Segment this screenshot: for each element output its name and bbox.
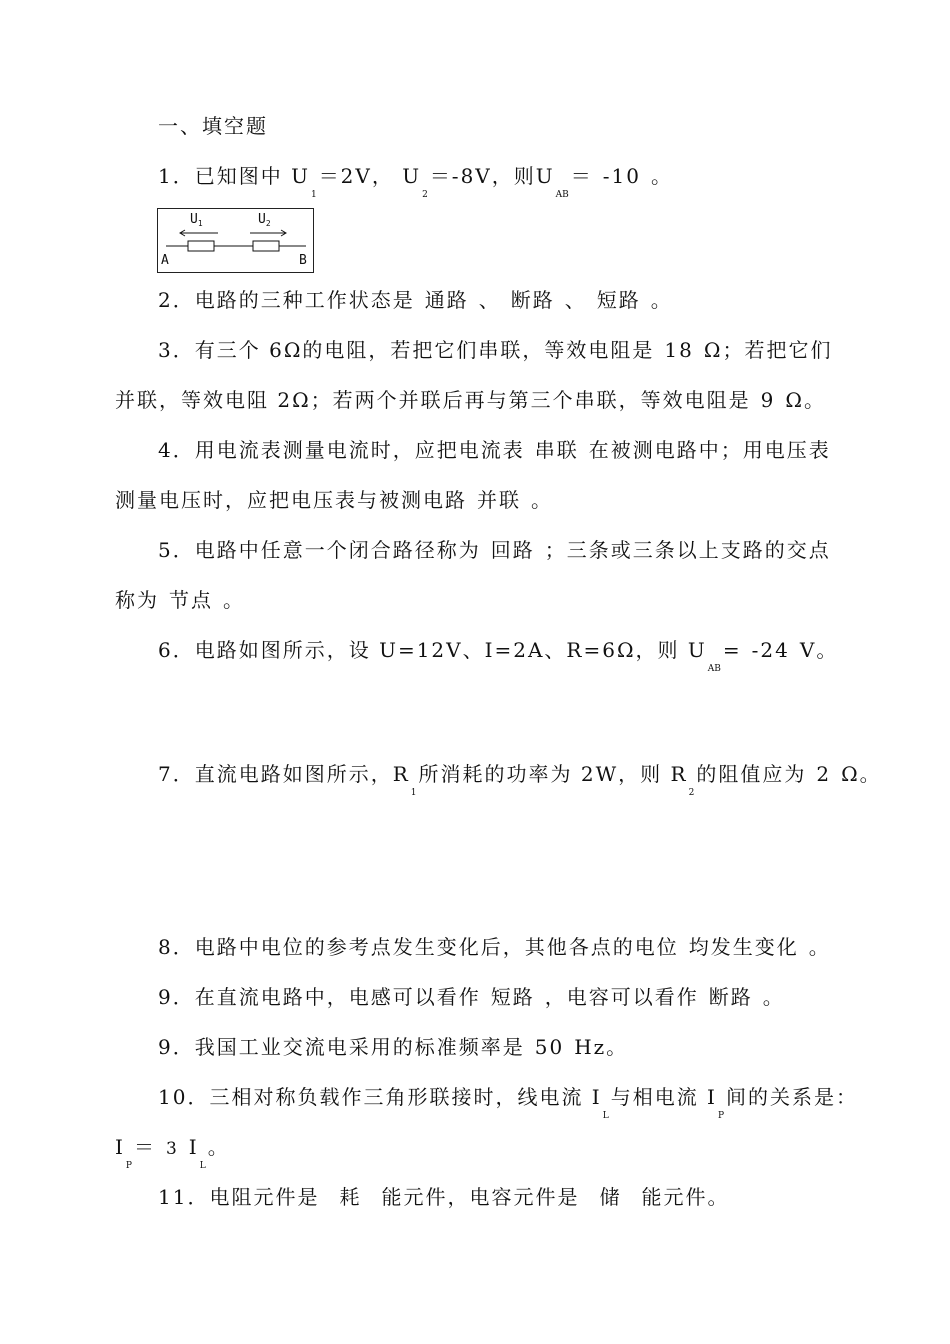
question-1: [158, 162, 673, 200]
question-number: 2．: [158, 288, 195, 312]
question-6: [158, 636, 839, 674]
question-text: Ω。: [785, 388, 826, 412]
subscript: P: [717, 1111, 725, 1121]
label-u1: $U_1$: [190, 212, 203, 228]
question-text: 能元件，电容元件是: [381, 1185, 580, 1209]
question-end: 。: [650, 164, 673, 188]
question-number: 1．: [158, 164, 195, 188]
separator: 、: [564, 288, 587, 312]
question-3-line-2: [115, 386, 826, 414]
question-end: Hz。: [574, 1035, 629, 1059]
question-11: [158, 1183, 729, 1211]
subscript: L: [199, 1161, 206, 1171]
formula-text: 。: [207, 1135, 230, 1159]
question-end: 。: [808, 935, 831, 959]
answer: 短路: [596, 288, 641, 312]
question-text: 的阻值应为: [696, 762, 807, 786]
question-10-line-2: [115, 1133, 230, 1171]
question-text: 我国工业交流电采用的标准频率是: [194, 1035, 525, 1059]
question-number: 7．: [158, 762, 195, 786]
label-b: B: [299, 253, 307, 268]
question-7: [158, 760, 882, 798]
question-text: 与相电流 I: [610, 1085, 717, 1109]
separator: 、: [478, 288, 501, 312]
answer: 均发生变化: [688, 935, 799, 959]
question-text: 。: [223, 588, 245, 612]
question-text: ，电容可以看作: [544, 985, 699, 1009]
question-text: 能元件。: [641, 1185, 730, 1209]
question-text: 间的关系是：: [726, 1085, 859, 1109]
question-number: 6．: [158, 638, 195, 662]
question-text: Ω；若把它们: [703, 338, 833, 362]
question-text: 测量电压时，应把电压表与被测电路: [115, 488, 467, 512]
question-end: 。: [762, 985, 785, 1009]
subscript: 2: [422, 190, 428, 200]
question-number: 9．: [158, 1035, 195, 1059]
answer: 储: [599, 1185, 622, 1209]
question-number: 5．: [158, 538, 195, 562]
question-3: [158, 336, 832, 364]
question-text: ；三条或三条以上支路的交点: [544, 538, 831, 562]
answer: 18: [664, 338, 694, 362]
label-u2: $U_2$: [258, 212, 271, 228]
subscript: 1: [410, 788, 417, 798]
question-text: 用电流表测量电流时，应把电流表: [194, 438, 525, 462]
question-text: 已知图中 U: [194, 164, 310, 188]
section-title: 一、填空题: [158, 114, 268, 138]
label-a: A: [161, 253, 169, 268]
question-number: 3．: [158, 338, 195, 362]
question-2: [158, 286, 673, 314]
answer: 断路: [510, 288, 555, 312]
answer: 串联: [534, 438, 579, 462]
question-5-line-2: [115, 586, 245, 614]
question-end: Ω。: [841, 762, 882, 786]
question-number: 9．: [158, 985, 195, 1009]
circuit-diagram: [157, 208, 314, 273]
answer: 短路: [490, 985, 535, 1009]
question-number: 4．: [158, 438, 195, 462]
question-text: 直流电路如图所示，R: [194, 762, 410, 786]
resistor-2: [253, 241, 279, 251]
answer: 回路: [490, 538, 535, 562]
formula-text: ＝: [133, 1135, 156, 1159]
question-text: 电路如图所示，设 U=12V、I=2A、R=6Ω，则 U: [194, 638, 707, 662]
question-text: 在直流电路中，电感可以看作: [194, 985, 481, 1009]
subscript: 2: [688, 788, 695, 798]
question-10: [158, 1083, 859, 1121]
question-number: 11．: [158, 1185, 210, 1209]
answer: 3: [165, 1139, 179, 1159]
question-end: V。: [799, 638, 839, 662]
answer: 50: [534, 1035, 565, 1059]
question-number: 8．: [158, 935, 195, 959]
question-text: ＝-8V，则U: [429, 164, 555, 188]
question-text: 电路的三种工作状态是: [194, 288, 415, 312]
question-4-line-2: [115, 486, 553, 514]
answer: 断路: [708, 985, 753, 1009]
question-number: 10．: [158, 1085, 210, 1109]
subscript: P: [125, 1161, 132, 1171]
question-text: 三相对称负载作三角形联接时，线电流 I: [209, 1085, 602, 1109]
answer: -10: [602, 164, 641, 188]
question-text: 所消耗的功率为 2W，则 R: [418, 762, 688, 786]
subscript: 1: [310, 190, 317, 200]
question-text: 电路中电位的参考点发生变化后，其他各点的电位: [194, 935, 679, 959]
question-end: 。: [650, 288, 673, 312]
question-text: =: [722, 638, 742, 662]
question-text: 电阻元件是: [209, 1185, 320, 1209]
question-9a: [158, 983, 785, 1011]
question-text: 电路中任意一个闭合路径称为: [194, 538, 481, 562]
answer: 节点: [169, 588, 213, 612]
question-text: 称为: [115, 588, 159, 612]
circuit-drawing: [158, 209, 315, 274]
answer: 9: [760, 388, 776, 412]
question-8: [158, 933, 831, 961]
question-text: 有三个 6Ω的电阻，若把它们串联，等效电阻是: [194, 338, 655, 362]
answer: -24: [751, 638, 790, 662]
question-4: [158, 436, 831, 464]
question-text: ＝2V， U: [318, 164, 422, 188]
question-text: ＝: [570, 164, 593, 188]
answer: 通路: [424, 288, 469, 312]
question-text: 。: [531, 488, 553, 512]
resistor-1: [188, 241, 214, 251]
subscript: AB: [707, 664, 721, 674]
question-text: 并联，等效电阻 2Ω；若两个并联后再与第三个串联，等效电阻是: [115, 388, 751, 412]
formula-text: I: [188, 1135, 199, 1159]
formula-text: I: [115, 1135, 125, 1159]
subscript: L: [602, 1111, 609, 1121]
subscript: AB: [555, 190, 569, 200]
question-text: 在被测电路中；用电压表: [588, 438, 831, 462]
answer: 耗: [339, 1185, 362, 1209]
answer: 并联: [477, 488, 521, 512]
answer: 2: [816, 762, 832, 786]
question-5: [158, 536, 831, 564]
question-9b: [158, 1033, 628, 1061]
